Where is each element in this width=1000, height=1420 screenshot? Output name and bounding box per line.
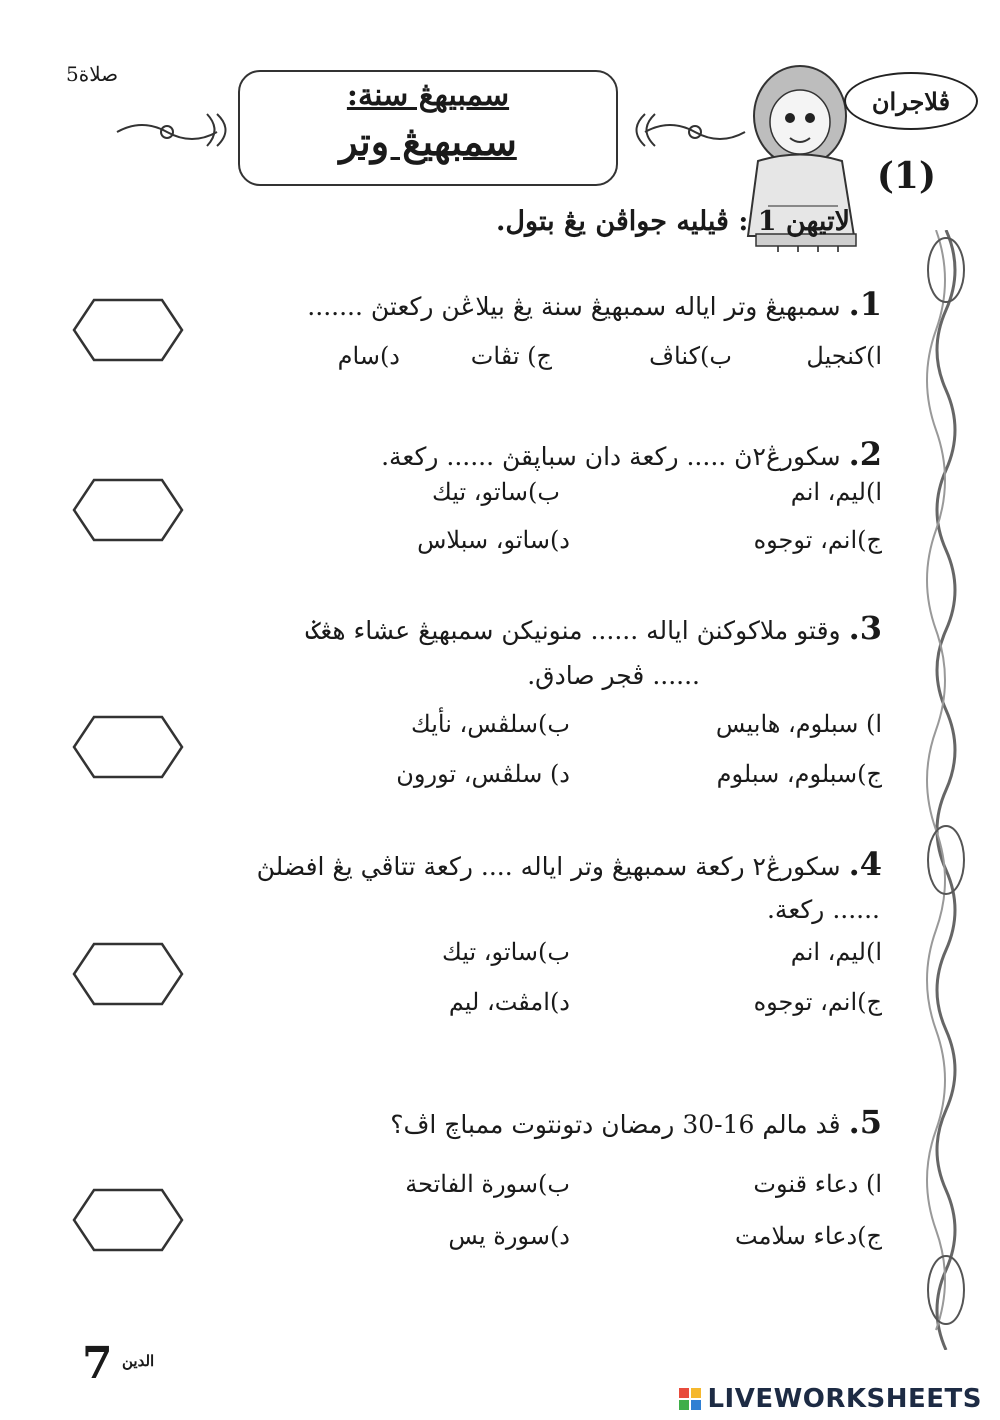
liveworksheets-logo <box>679 1384 982 1414</box>
question-number: 5. <box>848 1103 882 1141</box>
option-b: ب)ساتو، تيك <box>442 938 570 966</box>
question-number: 1. <box>848 285 882 323</box>
option-b: ب)ساتو، تيك <box>432 478 560 506</box>
question-text: سمبهيڠ وتر اياله سمبهيڠ سنة يڠ بيلاڠن ركعتڽ ....... <box>307 292 841 321</box>
option-d: د)سورة يس <box>448 1222 570 1250</box>
page-number: 7 <box>82 1338 113 1389</box>
option-b: ب)كناڤ <box>649 342 732 370</box>
question-3-continued: ...... ڤجر صادق. <box>527 661 700 690</box>
option-c: ج)انم، توجوه <box>753 988 882 1016</box>
option-a: ا) دعاء قنوت <box>753 1170 882 1198</box>
answer-box-4[interactable] <box>72 942 184 1006</box>
speech-bubble: ڤلاجران <box>844 72 978 130</box>
option-a: ا)كنجيل <box>806 342 882 370</box>
question-4 <box>257 842 882 889</box>
option-a: ا)ليم، انم <box>790 938 882 966</box>
option-c: ج) تڤات <box>470 342 552 370</box>
option-c: ج)دعاء سلامت <box>735 1222 882 1250</box>
question-text: سكورڠ٢ ركعة سمبهيڠ وتر اياله .... ركعة تتاڤي يڠ افضلڽ <box>256 852 841 881</box>
option-d: د)امڤت، ليم <box>448 988 570 1016</box>
question-number: 4. <box>848 845 882 883</box>
option-b: ب)سورة الفاتحة <box>405 1170 570 1198</box>
unit-number: (1) <box>876 155 936 197</box>
answer-box-5[interactable] <box>72 1188 184 1252</box>
left-ornament <box>112 100 242 160</box>
logo-text: LIVEWORKSHEETS <box>707 1384 982 1414</box>
option-c: ج)سبلوم، سبلوم <box>716 760 882 788</box>
right-ornament <box>620 100 750 160</box>
option-a: ا) سبلوم، هابيس <box>715 710 882 738</box>
option-d: د)سام <box>337 342 400 370</box>
question-2 <box>381 432 882 479</box>
title-line-2: سمبهيڠ وتر <box>339 119 517 164</box>
question-1 <box>307 282 882 329</box>
question-text: ڤد مالم 16-30 رمضان دتونتوت ممباچ اڤ؟ <box>390 1110 841 1139</box>
answer-box-3[interactable] <box>72 715 184 779</box>
answer-box-2[interactable] <box>72 478 184 542</box>
answer-box-1[interactable] <box>72 298 184 362</box>
subject-label: الدين <box>122 1352 155 1370</box>
instruction-text: لاتيهن 1 : ڤيليه جواڤن يڠ بتول. <box>496 206 850 237</box>
question-text: وقتو ملاكوكنڽ اياله ...... منونيكن سمبهيڠ عشاء هڠݢ <box>305 616 841 645</box>
option-b: ب)سلڤس، نأيك <box>410 710 570 738</box>
option-a: ا)ليم، انم <box>790 478 882 506</box>
question-text: سكورڠ٢ڽ ..... ركعة دان سباڽقڽ ...... ركعة. <box>381 442 841 471</box>
question-5 <box>390 1100 882 1147</box>
logo-grid-icon <box>679 1388 701 1410</box>
title-line-1: سمبيهڠ سنة: <box>346 78 510 113</box>
option-d: د) سلڤس، تورون <box>396 760 570 788</box>
question-3 <box>306 606 882 653</box>
question-4-continued: ...... ركعة. <box>766 895 880 924</box>
question-number: 2. <box>848 435 882 473</box>
option-c: ج)انم، توجوه <box>753 526 882 554</box>
calligraphy-border <box>924 230 968 1350</box>
question-number: 3. <box>848 609 882 647</box>
lesson-tag: صلاة5 <box>66 62 119 86</box>
option-d: د)ساتو، سبلاس <box>417 526 570 554</box>
title-box <box>238 70 618 186</box>
